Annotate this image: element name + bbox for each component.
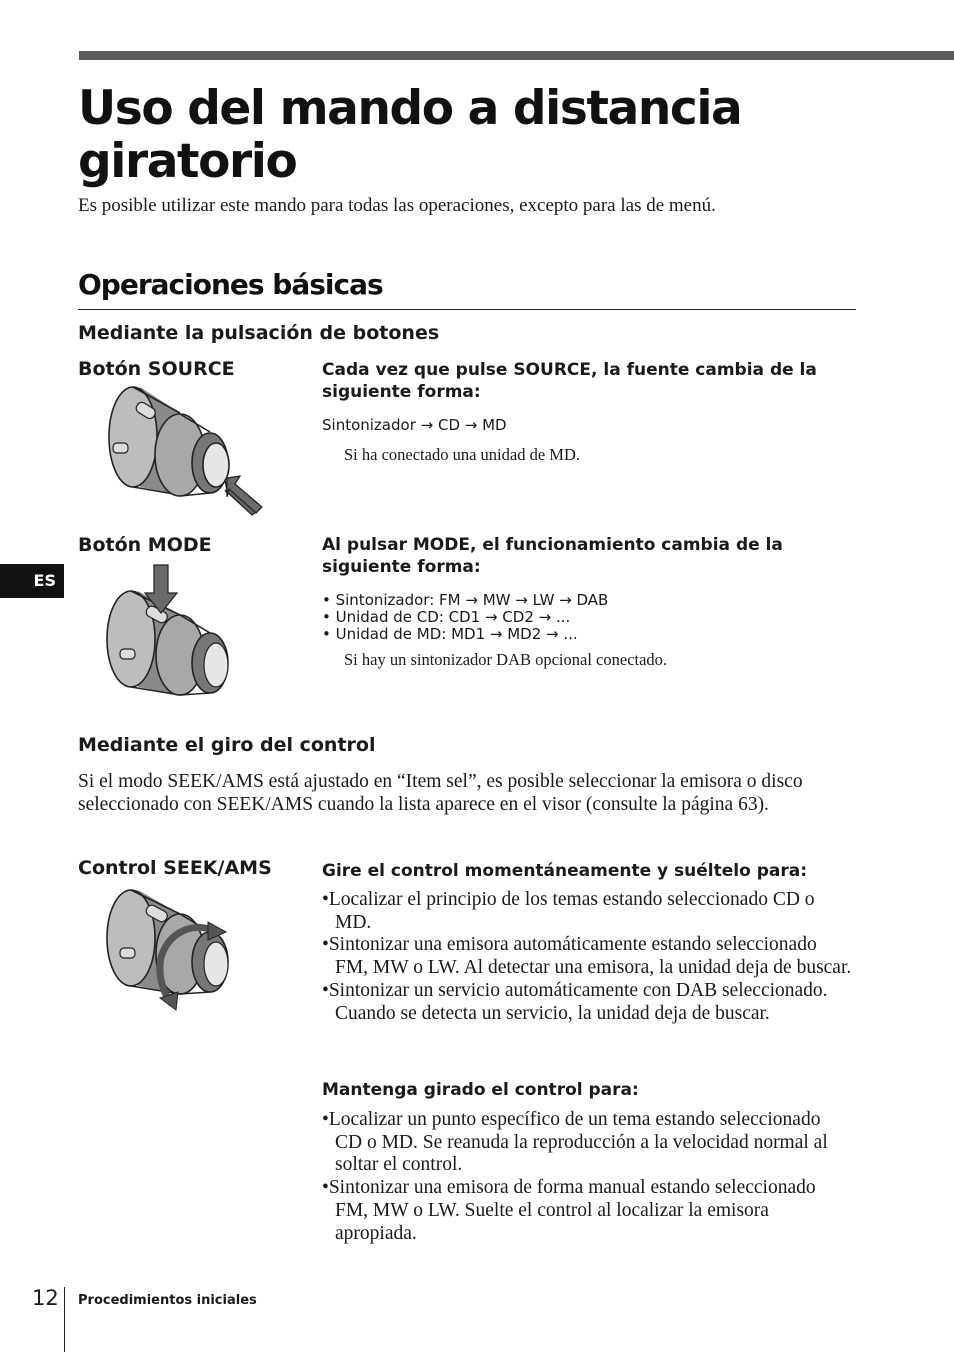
seek-hold-list bbox=[322, 1109, 852, 1245]
remote-knob-seek-illustration bbox=[98, 888, 258, 1013]
source-button-label: Botón SOURCE bbox=[78, 358, 235, 380]
source-sequence: Sintonizador → CD → MD bbox=[322, 416, 507, 434]
page-title-line-2: giratorio bbox=[78, 134, 297, 189]
list-item: •Sintonizar una emisora de forma manual estando seleccionado FM, MW o LW. Suelte el control al localizar la emisora apropiada. bbox=[322, 1177, 816, 1244]
by-buttons-heading: Mediante la pulsación de botones bbox=[78, 322, 440, 344]
page-title bbox=[78, 82, 898, 188]
source-lead-text: Cada vez que pulse SOURCE, la fuente cambia de la siguiente forma: bbox=[322, 360, 817, 402]
section-title: Operaciones básicas bbox=[78, 268, 383, 301]
mode-button-label: Botón MODE bbox=[78, 534, 212, 556]
by-rotation-heading: Mediante el giro del control bbox=[78, 734, 376, 756]
source-note: Si ha conectado una unidad de MD. bbox=[344, 445, 580, 464]
mode-sequence-cd: • Unidad de CD: CD1 → CD2 → ... bbox=[322, 608, 571, 626]
list-item: •Localizar el principio de los temas estando seleccionado CD o MD. bbox=[322, 889, 815, 933]
list-item: •Sintonizar un servicio automáticamente con DAB seleccionado. Cuando se detecta un servicio, la unidad deja de buscar. bbox=[322, 979, 828, 1024]
footer-section-name: Procedimientos iniciales bbox=[78, 1293, 257, 1308]
page-title-line-1: Uso del mando a distancia bbox=[78, 81, 742, 136]
mode-lead-text: Al pulsar MODE, el funcionamiento cambia de la siguiente forma: bbox=[322, 535, 783, 577]
remote-knob-source-illustration bbox=[100, 385, 270, 515]
seek-momentary-lead: Gire el control momentáneamente y suéltelo para: bbox=[322, 861, 807, 881]
footer-rule bbox=[64, 1287, 65, 1352]
remote-knob-mode-illustration bbox=[98, 563, 258, 718]
list-item: •Sintonizar una emisora automáticamente estando seleccionado FM, MW o LW. Al detectar una emisora, la unidad deja de buscar. bbox=[322, 934, 852, 979]
mode-sequence-md: • Unidad de MD: MD1 → MD2 → ... bbox=[322, 625, 578, 643]
language-tab: ES bbox=[0, 564, 64, 598]
intro-text: Es posible utilizar este mando para todas las operaciones, excepto para las de menú. bbox=[78, 195, 716, 216]
seek-hold-lead: Mantenga girado el control para: bbox=[322, 1080, 639, 1100]
seek-momentary-list bbox=[322, 889, 852, 1025]
page-number: 12 bbox=[32, 1286, 59, 1310]
mode-sequence-tuner: • Sintonizador: FM → MW → LW → DAB bbox=[322, 591, 609, 609]
seek-control-label: Control SEEK/AMS bbox=[78, 857, 272, 879]
top-rule bbox=[79, 51, 954, 60]
mode-note: Si hay un sintonizador DAB opcional conectado. bbox=[344, 650, 668, 669]
list-item: •Localizar un punto específico de un tema estando seleccionado CD o MD. Se reanuda la reproducción a la velocidad normal al soltar el control. bbox=[322, 1109, 828, 1176]
rotation-paragraph: Si el modo SEEK/AMS está ajustado en “Item sel”, es posible seleccionar la emisora o disco seleccionado con SEEK/AMS cuando la lista aparece en el visor (consulte la página 63). bbox=[78, 771, 803, 815]
section-rule bbox=[78, 309, 856, 310]
